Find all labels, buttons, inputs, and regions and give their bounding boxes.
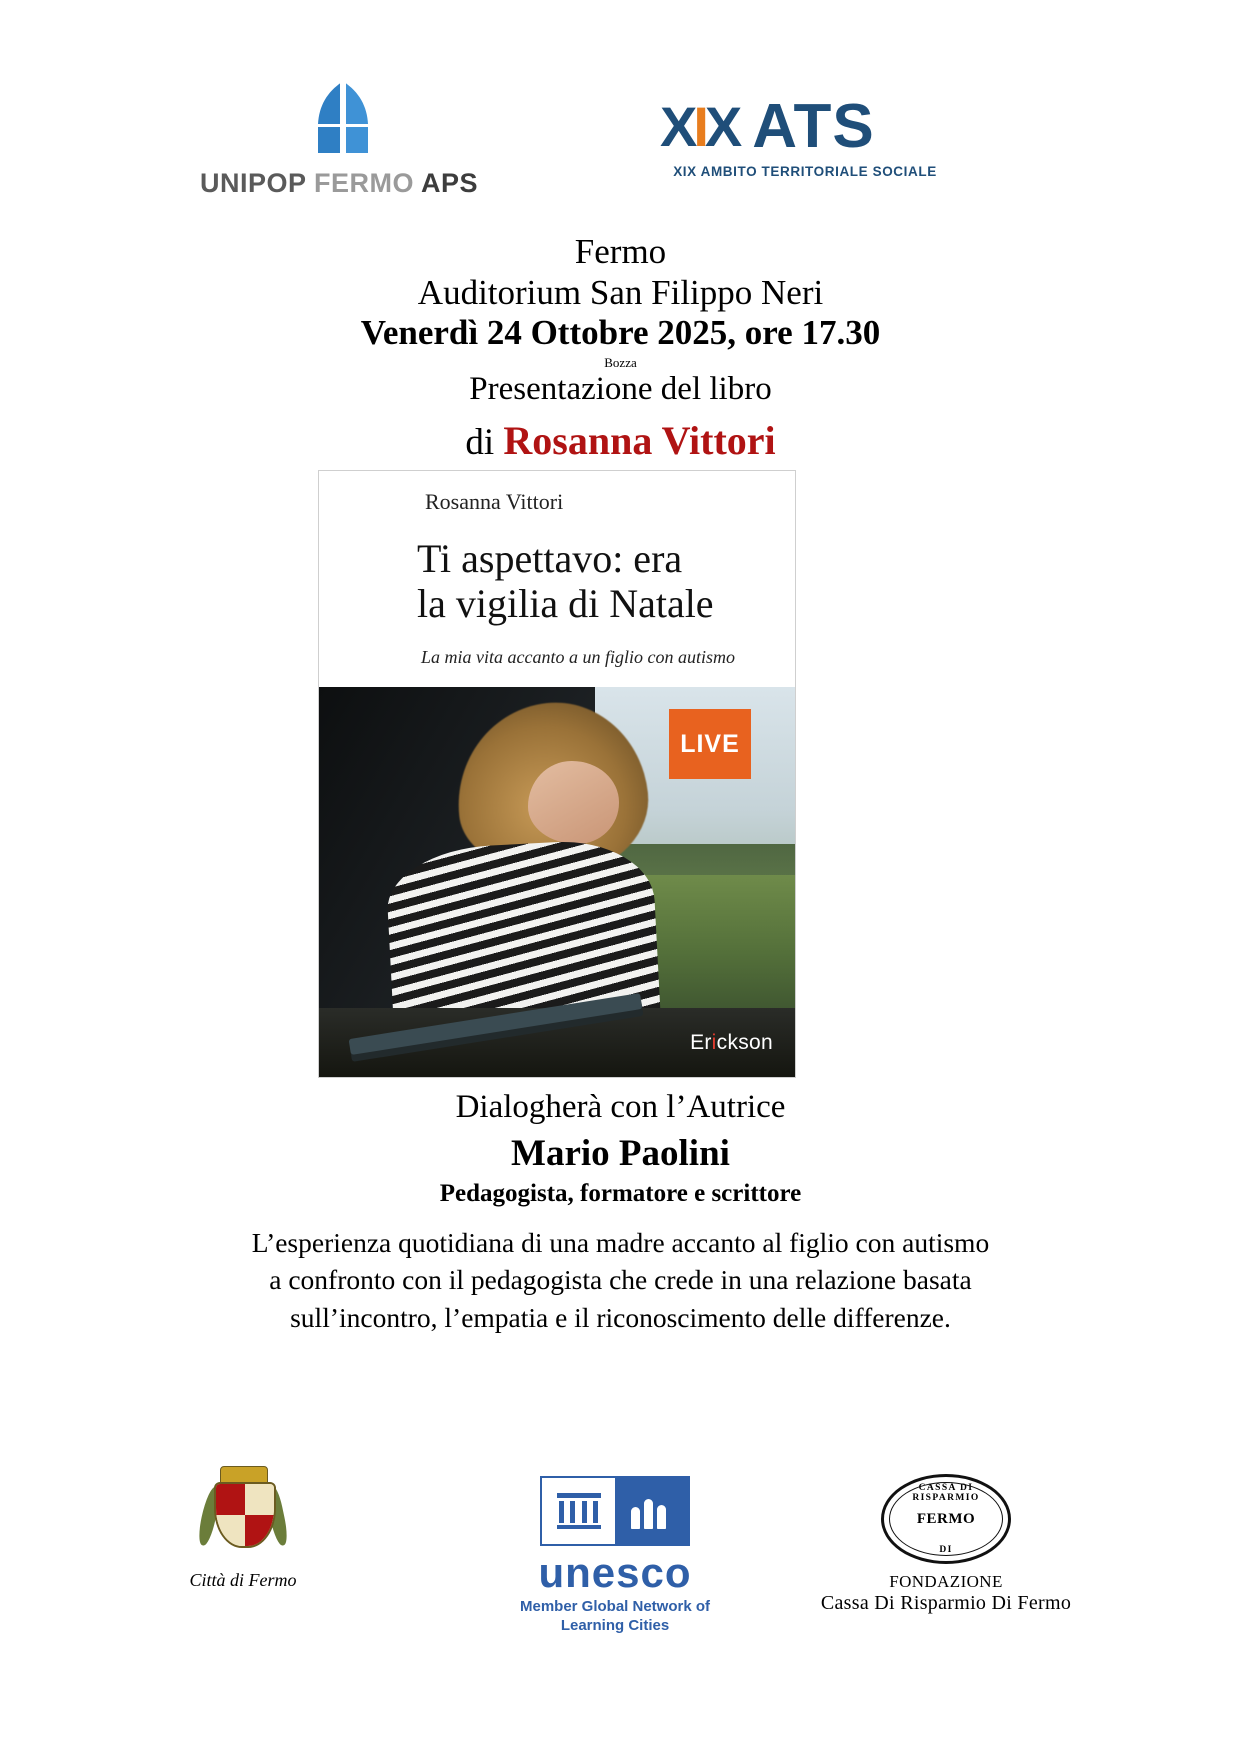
unipop-word-1: UNIPOP: [200, 168, 307, 198]
seal-top-text: CASSA DI RISPARMIO: [912, 1483, 980, 1503]
draft-note: Bozza: [604, 354, 637, 370]
citta-di-fermo-logo: [168, 1464, 318, 1591]
ats-xix-mark-icon: XIX: [660, 94, 739, 158]
event-description: [0, 1224, 1241, 1336]
unipop-word-2: FERMO: [314, 168, 415, 198]
book-cover-photo: [319, 687, 795, 1078]
book-title-line-1: Ti aspettavo: era: [417, 536, 683, 581]
event-city: Fermo: [574, 232, 667, 271]
coat-of-arms-icon: [206, 1464, 280, 1560]
publisher-dot: i: [711, 1031, 717, 1054]
description-line-1: L’esperienza quotidiana di una madre accanto al figlio con autismo: [251, 1227, 990, 1259]
dialogue-line: Dialogherà con l’Autrice: [455, 1089, 786, 1125]
event-venue: Auditorium San Filippo Neri: [417, 272, 824, 312]
unipop-logo: [200, 80, 480, 210]
description-line-2: a confronto con il pedagogista che crede in una relazione basata: [269, 1264, 972, 1296]
speaker-name: Mario Paolini: [511, 1132, 730, 1174]
photo-face: [528, 761, 618, 843]
speaker-role: Pedagogista, formatore e scrittore: [439, 1180, 802, 1208]
fondazione-caption-1: FONDAZIONE: [889, 1572, 1003, 1591]
book-author: Rosanna Vittori: [425, 489, 564, 514]
unipop-word-3: APS: [421, 168, 479, 198]
event-date: Venerdì 24 Ottobre 2025, ore 17.30: [360, 313, 881, 353]
author-name: Rosanna Vittori: [503, 418, 776, 464]
book-title: [417, 537, 767, 627]
unesco-wordmark: unesco: [538, 1549, 692, 1596]
book-cover: [318, 470, 796, 1078]
seal-center-text: FERMO: [916, 1510, 976, 1527]
event-subtitle: Presentazione del libro: [469, 370, 772, 407]
unesco-subtitle-line-1: Member Global Network of: [519, 1598, 711, 1615]
book-title-line-2: la vigilia di Natale: [417, 580, 714, 626]
unesco-logo: [480, 1476, 750, 1636]
top-logo-row: [0, 80, 1241, 220]
event-author-line: [0, 417, 1241, 464]
seal-bottom-text: DI: [939, 1545, 953, 1555]
ats-subtitle: XIX AMBITO TERRITORIALE SOCIALE: [673, 164, 937, 179]
unipop-book-mark-icon: [305, 80, 381, 160]
unesco-subtitle-line-2: Learning Cities: [560, 1616, 670, 1634]
description-line-3: sull’incontro, l’empatia e il riconoscimento delle differenze.: [290, 1301, 951, 1333]
unipop-logo-text: [200, 168, 480, 199]
author-prefix: di: [465, 422, 504, 464]
publisher-part-2: ckson: [716, 1031, 773, 1054]
book-subtitle: La mia vita accanto a un figlio con autismo: [421, 646, 735, 667]
event-header: [0, 232, 1241, 464]
live-badge: LIVE: [669, 709, 751, 779]
book-cover-top: [319, 471, 795, 687]
fondazione-caption-2: Cassa Di Risparmio Di Fermo: [820, 1592, 1072, 1614]
unesco-subtitle: [480, 1598, 750, 1636]
publisher-part-1: Er: [690, 1031, 712, 1054]
publisher-logo: [690, 1031, 773, 1055]
unesco-people-icon: [629, 1493, 675, 1529]
citta-di-fermo-caption: Città di Fermo: [189, 1570, 297, 1590]
event-details: [0, 1088, 1241, 1336]
crest-shield: [214, 1482, 276, 1548]
fondazione-seal-icon: [881, 1474, 1011, 1564]
ats-logo: [660, 90, 950, 200]
footer-logo-row: [0, 1464, 1241, 1644]
ats-wordmark: ATS: [752, 91, 875, 161]
unesco-temple-icon: [540, 1476, 690, 1546]
fondazione-carifermo-logo: [801, 1474, 1091, 1615]
